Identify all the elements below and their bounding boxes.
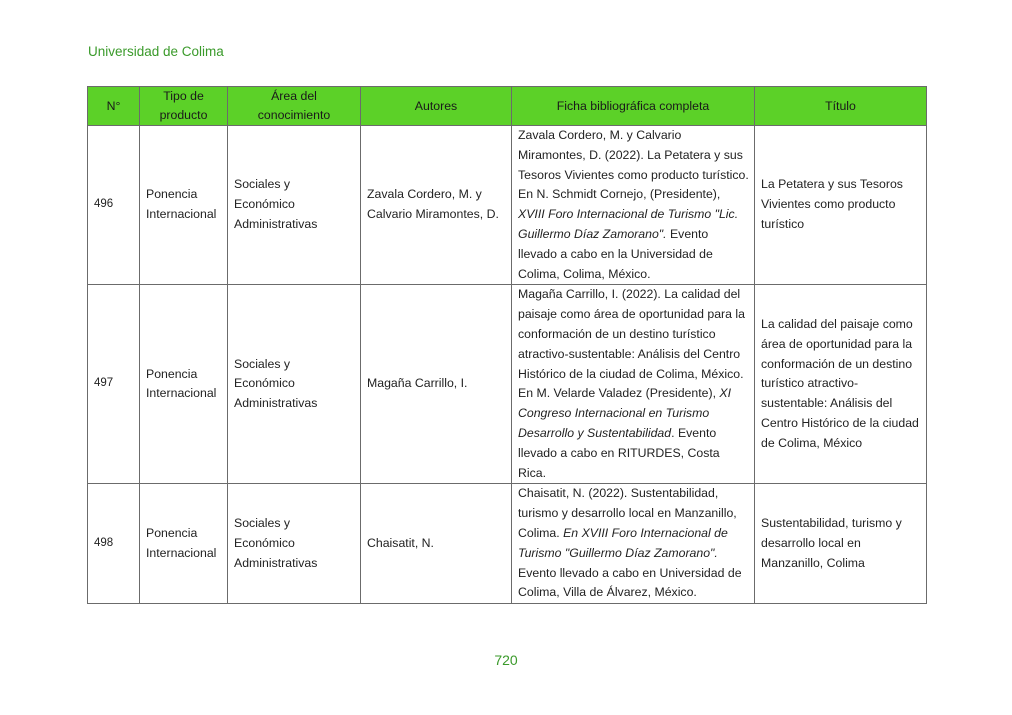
area-line3: Administrativas	[234, 396, 318, 411]
tipo-line2: Internacional	[146, 386, 217, 401]
ficha-cell	[512, 285, 755, 484]
tipo-line1: Ponencia	[146, 366, 198, 381]
autores-cell	[361, 126, 512, 285]
table-header-row	[88, 87, 927, 126]
autores-line1: Magaña Carrillo, I.	[367, 376, 468, 391]
tipo-producto-cell	[140, 484, 228, 604]
ficha-text: Magaña Carrillo, I. (2022). La calidad del paisaje como área de oportunidad para la conformación de un destino turístico atractivo-sustentable: Análisis del Centro Histórico de la ciudad de Colima, México. En M. Velarde Valadez (Presidente),	[518, 287, 745, 401]
tipo-line1: Ponencia	[146, 187, 198, 202]
area-line1: Sociales y	[234, 516, 291, 531]
column-header-tipo	[140, 87, 228, 126]
area-line2: Económico	[234, 197, 295, 212]
row-number: 496	[88, 126, 140, 285]
autores-line1: Chaisatit, N.	[367, 535, 434, 550]
area-conocimiento-cell	[228, 285, 361, 484]
ficha-cell	[512, 484, 755, 604]
area-line3: Administrativas	[234, 217, 318, 232]
ficha-cell	[512, 126, 755, 285]
autores-cell	[361, 484, 512, 604]
ficha-italic-text: XVIII Foro Internacional de Turismo "Lic. Guillermo Díaz Zamorano".	[518, 207, 739, 241]
tipo-producto-cell	[140, 285, 228, 484]
tipo-producto-cell	[140, 126, 228, 285]
autores-line1: Zavala Cordero, M. y	[367, 187, 482, 202]
column-header-area	[228, 87, 361, 126]
ficha-text: Zavala Cordero, M. y Calvario Miramontes, D. (2022). La Petatera y sus Tesoros Vivientes como producto turístico. En N. Schmidt Cornejo, (Presidente),	[518, 128, 749, 202]
area-conocimiento-cell	[228, 484, 361, 604]
ficha-italic-text: XI Congreso Internacional en Turismo Desarrollo y Sustentabilidad	[518, 386, 732, 440]
page-header-institution: Universidad de Colima	[88, 44, 224, 59]
table-row	[88, 285, 927, 484]
tipo-line2: Internacional	[146, 545, 217, 560]
row-number: 498	[88, 484, 140, 604]
column-header-area-line1: Área del	[271, 89, 317, 103]
area-conocimiento-cell	[228, 126, 361, 285]
area-line2: Económico	[234, 535, 295, 550]
autores-cell	[361, 285, 512, 484]
area-line1: Sociales y	[234, 177, 291, 192]
area-line2: Económico	[234, 376, 295, 391]
column-header-titulo: Título	[755, 87, 927, 126]
area-line3: Administrativas	[234, 555, 318, 570]
bibliography-table	[87, 86, 927, 604]
column-header-num: N°	[88, 87, 140, 126]
autores-line2: Calvario Miramontes, D.	[367, 207, 499, 222]
column-header-area-line2: conocimiento	[257, 108, 331, 122]
table-row	[88, 126, 927, 285]
ficha-text: Chaisatit, N. (2022). Sustentabilidad, turismo y desarrollo local en Manzanillo, Colima.	[518, 486, 737, 540]
titulo-cell: La Petatera y sus Tesoros Vivientes como producto turístico	[755, 126, 927, 285]
tipo-line1: Ponencia	[146, 525, 198, 540]
column-header-tipo-line2: producto	[159, 108, 208, 122]
tipo-line2: Internacional	[146, 207, 217, 222]
column-header-tipo-line1: Tipo de	[163, 89, 204, 103]
column-header-ficha: Ficha bibliográfica completa	[512, 87, 755, 126]
column-header-autores: Autores	[361, 87, 512, 126]
titulo-cell: Sustentabilidad, turismo y desarrollo local en Manzanillo, Colima	[755, 484, 927, 604]
ficha-text-end: Evento llevado a cabo en Universidad de Colima, Villa de Álvarez, México.	[518, 565, 742, 600]
area-line1: Sociales y	[234, 356, 291, 371]
titulo-cell: La calidad del paisaje como área de oportunidad para la conformación de un destino turístico atractivo-sustentable: Análisis del Centro Histórico de la ciudad de Colima, México	[755, 285, 927, 484]
table-row	[88, 484, 927, 604]
ficha-text-end: . Evento llevado a cabo en RITURDES, Costa Rica.	[518, 425, 720, 480]
ficha-text-end: Evento llevado a cabo en la Universidad de Colima, Colima, México.	[518, 226, 713, 281]
ficha-italic-text: En XVIII Foro Internacional de Turismo "Guillermo Díaz Zamorano".	[518, 525, 728, 560]
page-number: 720	[494, 652, 518, 668]
row-number: 497	[88, 285, 140, 484]
